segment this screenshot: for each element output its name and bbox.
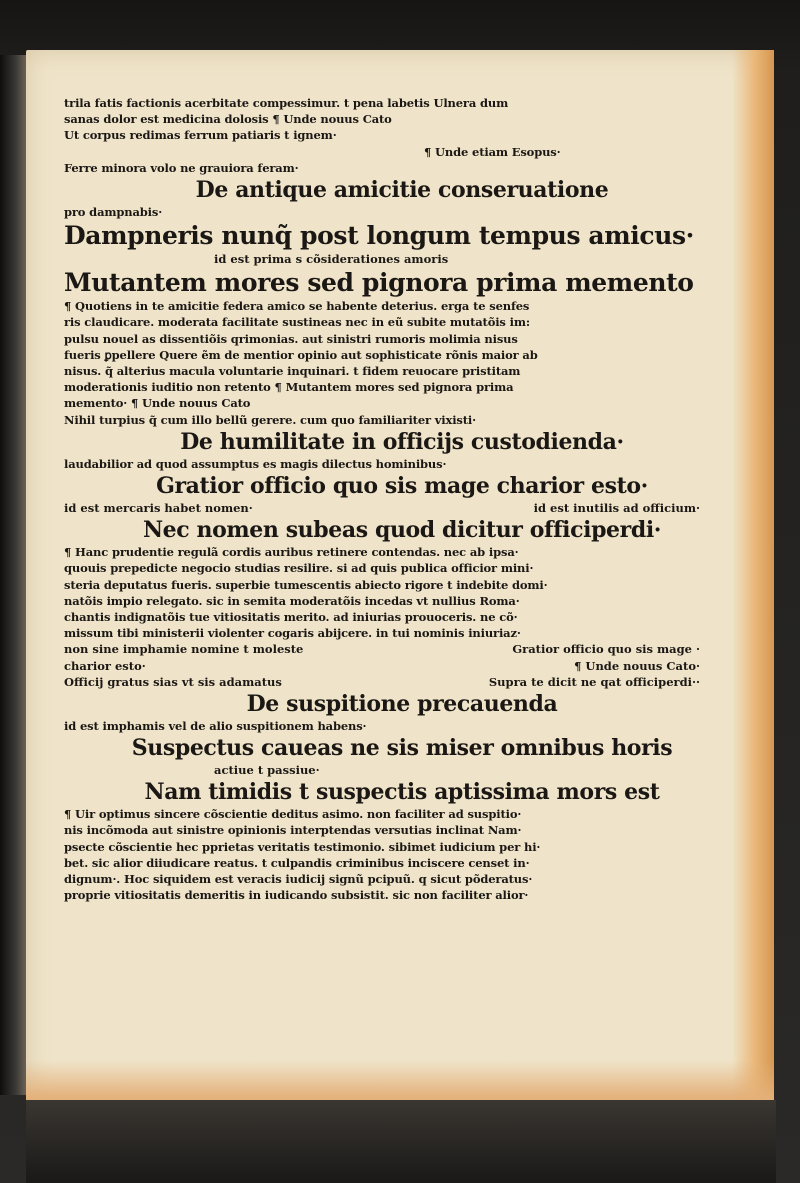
- text-line: ¶ Unde etiam Esopus·: [424, 144, 561, 159]
- text-line: natõis impio relegato. sic in semita moderatõis incedas vt nullius Roma·: [64, 593, 520, 608]
- text-line: moderationis iuditio non retento ¶ Mutantem mores sed pignora prima: [64, 380, 514, 395]
- text-line-split: [64, 658, 740, 674]
- text-line: nisus. q̃ alterius macula voluntarie inquinari. t fidem reuocare pristitam: [64, 364, 521, 379]
- text-line: pro dampnabis·: [64, 205, 163, 220]
- text-line: bet. sic alior diiudicare reatus. t culpandis criminibus inciscere censet in·: [64, 855, 530, 870]
- text-line-left: non sine imphamie nomine t moleste: [64, 642, 304, 657]
- text-line: pulsu nouel as dissentiõis qrimonias. aut sinistri rumoris molimia nisus: [64, 331, 518, 346]
- text-line-left: Officij gratus sias vt sis adamatus: [64, 674, 282, 689]
- text-line-split: [64, 641, 740, 657]
- text-line: chantis indignatõis tue vitiositatis merito. ad iniurias prouoceris. ne cõ·: [64, 610, 518, 625]
- text-line: memento· ¶ Unde nouus Cato: [64, 396, 251, 411]
- text-line-split: [64, 674, 740, 690]
- gloss-line: id est prima s cõsiderationes amoris: [214, 252, 449, 267]
- text-line: ¶ Quotiens in te amicitie federa amico se habente deterius. erga te senfes: [64, 299, 530, 314]
- text-line: Ut corpus redimas ferrum patiaris t ignem·: [64, 128, 337, 143]
- gloss-line: actiue t passiue·: [214, 763, 320, 778]
- text-line: trila fatis factionis acerbitate compessimur. t pena labetis Ulnera dum: [64, 96, 509, 110]
- section-heading: Nec nomen subeas quod dicitur officiperdi·: [142, 517, 662, 544]
- text-line: laudabilior ad quod assumptus es magis dilectus hominibus·: [64, 456, 447, 471]
- book-edge: [26, 1100, 776, 1183]
- text-line: proprie vitiositatis demeritis in iudicando subsistit. sic non faciliter alior·: [64, 888, 529, 903]
- verse-heading: Dampneris nunq̃ post longum tempus amicus·: [64, 221, 694, 251]
- text-line: psecte cõscientie hec pprietas veritatis testimonio. sibimet iudicium per hi·: [64, 839, 541, 854]
- section-heading: Gratior officio quo sis mage charior esto·: [156, 473, 648, 500]
- incunable-text-block: [64, 95, 740, 904]
- text-line: ¶ Uir optimus sincere cõscientie deditus asimo. non faciliter ad suspitio·: [64, 807, 522, 822]
- section-heading: Suspectus caueas ne sis miser omnibus horis: [131, 735, 673, 762]
- section-heading: Nam timidis t suspectis aptissima mors est: [144, 779, 660, 806]
- text-line-right: ¶ Unde nouus Cato·: [574, 658, 700, 673]
- text-line: sanas dolor est medicina dolosis ¶ Unde nouus Cato: [64, 112, 392, 127]
- text-line-left: charior esto·: [64, 658, 146, 673]
- text-line: ¶ Hanc prudentie regulã cordis auribus retinere contendas. nec ab ipsa·: [64, 545, 519, 560]
- text-line: dignum·. Hoc siquidem est veracis iudicij signũ pcipuũ. q sicut põderatus·: [64, 872, 533, 887]
- verse-heading: Mutantem mores sed pignora prima memento: [64, 268, 694, 298]
- text-line-left: id est mercaris habet nomen·: [64, 501, 253, 516]
- text-line: id est imphamis vel de alio suspitionem habens·: [64, 719, 367, 734]
- text-line: fueris ꝑpellere Quere ẽm de mentior opinio aut sophisticate rõnis maior ab: [64, 347, 538, 362]
- section-heading: De suspitione precauenda: [246, 691, 558, 718]
- text-line: Nihil turpius q̃ cum illo bellũ gerere. cum quo familiariter vixisti·: [64, 412, 476, 427]
- text-line: ris claudicare. moderata facilitate sustineas nec in eũ subite mutatõis im:: [64, 315, 530, 330]
- text-line: nis incõmoda aut sinistre opinionis interptendas versutias inclinat Nam·: [64, 823, 522, 838]
- section-heading: De humilitate in officijs custodienda·: [180, 428, 624, 455]
- text-line: quouis prepedicte negocio studias resilire. si ad quis publica officior mini·: [64, 561, 534, 576]
- text-line: Ferre minora volo ne grauiora feram·: [64, 160, 299, 175]
- text-line: missum tibi ministerii violenter cogaris abijcere. in tui nominis iniuriaz·: [64, 626, 521, 641]
- text-line-right: id est inutilis ad officium·: [533, 501, 700, 516]
- text-line-split: [64, 500, 740, 516]
- text-line-right: Gratior officio quo sis mage ·: [512, 642, 700, 657]
- book-binding: [0, 55, 26, 1095]
- text-line-right: Supra te dicit ne qat officiperdi··: [488, 674, 700, 689]
- text-line: steria deputatus fueris. superbie tumescentis abiecto rigore t indebite domi·: [64, 577, 548, 592]
- section-heading: De antique amicitie conseruatione: [195, 177, 609, 204]
